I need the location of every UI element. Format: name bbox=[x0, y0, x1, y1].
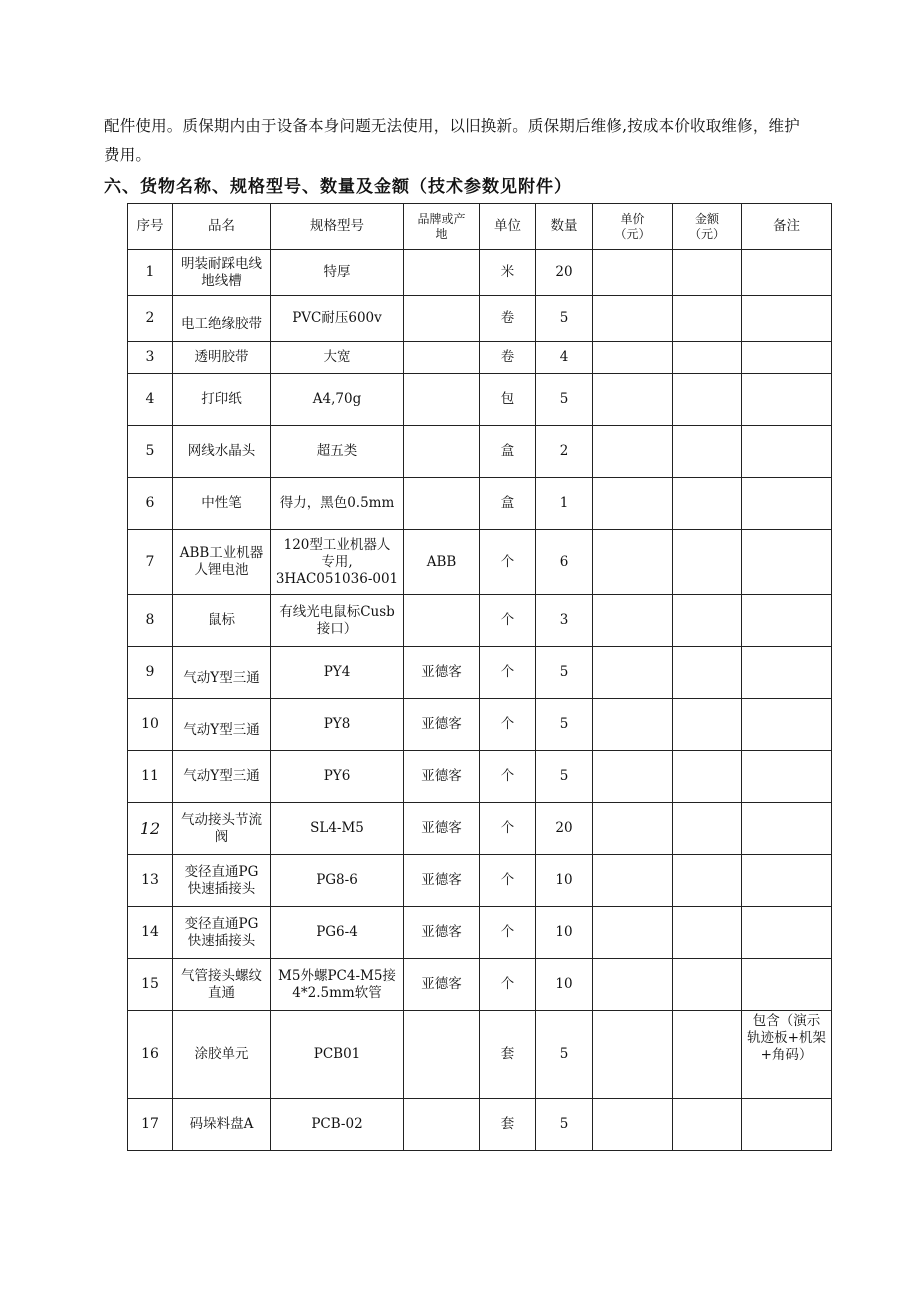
cell-qty: 5 bbox=[536, 699, 593, 751]
cell-name: 码垛料盘A bbox=[173, 1099, 271, 1151]
cell-price bbox=[593, 959, 673, 1011]
cell-brand: 亚德客 bbox=[404, 959, 480, 1011]
cell-note bbox=[742, 751, 832, 803]
cell-brand bbox=[404, 1011, 480, 1099]
cell-amount bbox=[673, 530, 742, 595]
cell-qty: 10 bbox=[536, 959, 593, 1011]
cell-unit: 个 bbox=[480, 595, 536, 647]
cell-note bbox=[742, 699, 832, 751]
header-spec: 规格型号 bbox=[271, 204, 404, 250]
cell-brand: 亚德客 bbox=[404, 699, 480, 751]
cell-note bbox=[742, 1099, 832, 1151]
header-note: 备注 bbox=[742, 204, 832, 250]
cell-amount bbox=[673, 751, 742, 803]
cell-amount bbox=[673, 374, 742, 426]
cell-spec: PG8-6 bbox=[271, 855, 404, 907]
cell-spec: 超五类 bbox=[271, 426, 404, 478]
cell-brand: 亚德客 bbox=[404, 907, 480, 959]
cell-price bbox=[593, 1011, 673, 1099]
cell-spec: M5外螺PC4-M5接 4*2.5mm软管 bbox=[271, 959, 404, 1011]
cell-price bbox=[593, 530, 673, 595]
cell-brand: 亚德客 bbox=[404, 647, 480, 699]
cell-spec: 有线光电鼠标Cusb 接口） bbox=[271, 595, 404, 647]
cell-seq: 1 bbox=[128, 250, 173, 296]
cell-price bbox=[593, 751, 673, 803]
cell-price bbox=[593, 374, 673, 426]
cell-amount bbox=[673, 296, 742, 342]
header-qty: 数量 bbox=[536, 204, 593, 250]
intro-paragraph bbox=[104, 112, 864, 170]
cell-spec: PG6-4 bbox=[271, 907, 404, 959]
cell-name: 变径直通PG 快速插接头 bbox=[173, 855, 271, 907]
cell-spec: A4,70g bbox=[271, 374, 404, 426]
cell-note bbox=[742, 803, 832, 855]
cell-spec: PY6 bbox=[271, 751, 404, 803]
table-row bbox=[128, 959, 832, 1011]
cell-qty: 5 bbox=[536, 1099, 593, 1151]
table-row bbox=[128, 296, 832, 342]
cell-price bbox=[593, 250, 673, 296]
cell-qty: 5 bbox=[536, 296, 593, 342]
cell-qty: 5 bbox=[536, 374, 593, 426]
header-unit: 单位 bbox=[480, 204, 536, 250]
cell-price bbox=[593, 855, 673, 907]
cell-name: 气动Y型三通 bbox=[173, 647, 271, 699]
table-row bbox=[128, 342, 832, 374]
cell-spec: PCB-02 bbox=[271, 1099, 404, 1151]
cell-name: 涂胶单元 bbox=[173, 1011, 271, 1099]
cell-unit: 套 bbox=[480, 1011, 536, 1099]
cell-spec: 120型工业机器人 专用, 3HAC051036-001 bbox=[271, 530, 404, 595]
cell-seq: 10 bbox=[128, 699, 173, 751]
cell-amount bbox=[673, 250, 742, 296]
cell-unit: 个 bbox=[480, 855, 536, 907]
cell-unit: 套 bbox=[480, 1099, 536, 1151]
cell-note bbox=[742, 296, 832, 342]
header-amount: 金额 （元） bbox=[673, 204, 742, 250]
cell-seq: 2 bbox=[128, 296, 173, 342]
cell-unit: 个 bbox=[480, 647, 536, 699]
cell-name: 网线水晶头 bbox=[173, 426, 271, 478]
cell-note: 包含（演示 轨迹板+机架 +角码） bbox=[742, 1011, 832, 1099]
cell-qty: 1 bbox=[536, 478, 593, 530]
table-row bbox=[128, 1099, 832, 1151]
cell-spec: PY4 bbox=[271, 647, 404, 699]
cell-note bbox=[742, 647, 832, 699]
table-row bbox=[128, 530, 832, 595]
cell-amount bbox=[673, 959, 742, 1011]
cell-unit: 个 bbox=[480, 751, 536, 803]
cell-price bbox=[593, 803, 673, 855]
cell-brand: 亚德客 bbox=[404, 855, 480, 907]
cell-unit: 卷 bbox=[480, 342, 536, 374]
table-row bbox=[128, 647, 832, 699]
cell-seq: 14 bbox=[128, 907, 173, 959]
table-row bbox=[128, 478, 832, 530]
cell-seq: 4 bbox=[128, 374, 173, 426]
cell-seq: 17 bbox=[128, 1099, 173, 1151]
cell-unit: 米 bbox=[480, 250, 536, 296]
cell-spec: 特厚 bbox=[271, 250, 404, 296]
table-row bbox=[128, 374, 832, 426]
cell-amount bbox=[673, 647, 742, 699]
cell-name: 气动Y型三通 bbox=[173, 751, 271, 803]
cell-brand bbox=[404, 595, 480, 647]
cell-seq: 9 bbox=[128, 647, 173, 699]
cell-qty: 10 bbox=[536, 855, 593, 907]
cell-brand: ABB bbox=[404, 530, 480, 595]
cell-unit: 个 bbox=[480, 530, 536, 595]
cell-note bbox=[742, 426, 832, 478]
header-name: 品名 bbox=[173, 204, 271, 250]
cell-name: 电工绝缘胶带 bbox=[173, 296, 271, 342]
cell-amount bbox=[673, 1011, 742, 1099]
cell-price bbox=[593, 647, 673, 699]
cell-price bbox=[593, 1099, 673, 1151]
cell-name: 变径直通PG 快速插接头 bbox=[173, 907, 271, 959]
section-heading: 六、货物名称、规格型号、数量及金额（技术参数见附件） bbox=[104, 177, 572, 197]
cell-unit: 个 bbox=[480, 907, 536, 959]
cell-name: 气管接头螺纹 直通 bbox=[173, 959, 271, 1011]
table-row bbox=[128, 595, 832, 647]
cell-seq: 3 bbox=[128, 342, 173, 374]
header-seq: 序号 bbox=[128, 204, 173, 250]
cell-note bbox=[742, 855, 832, 907]
cell-qty: 10 bbox=[536, 907, 593, 959]
cell-seq: 11 bbox=[128, 751, 173, 803]
cell-spec: SL4-M5 bbox=[271, 803, 404, 855]
cell-note bbox=[742, 595, 832, 647]
table-row bbox=[128, 907, 832, 959]
cell-brand bbox=[404, 374, 480, 426]
cell-name: 鼠标 bbox=[173, 595, 271, 647]
cell-seq: 7 bbox=[128, 530, 173, 595]
cell-unit: 盒 bbox=[480, 478, 536, 530]
cell-brand: 亚德客 bbox=[404, 803, 480, 855]
cell-price bbox=[593, 595, 673, 647]
cell-qty: 6 bbox=[536, 530, 593, 595]
table-row bbox=[128, 426, 832, 478]
cell-price bbox=[593, 296, 673, 342]
cell-spec: PCB01 bbox=[271, 1011, 404, 1099]
cell-seq: 5 bbox=[128, 426, 173, 478]
cell-price bbox=[593, 342, 673, 374]
table-row bbox=[128, 855, 832, 907]
cell-brand bbox=[404, 296, 480, 342]
header-price: 单价 （元） bbox=[593, 204, 673, 250]
cell-amount bbox=[673, 803, 742, 855]
cell-brand bbox=[404, 342, 480, 374]
cell-unit: 个 bbox=[480, 803, 536, 855]
cell-name: 气动接头节流 阀 bbox=[173, 803, 271, 855]
cell-amount bbox=[673, 1099, 742, 1151]
cell-seq: 13 bbox=[128, 855, 173, 907]
cell-name: 气动Y型三通 bbox=[173, 699, 271, 751]
cell-brand bbox=[404, 250, 480, 296]
cell-qty: 4 bbox=[536, 342, 593, 374]
cell-spec: 得力，黑色0.5mm bbox=[271, 478, 404, 530]
cell-note bbox=[742, 478, 832, 530]
cell-seq: 15 bbox=[128, 959, 173, 1011]
cell-qty: 3 bbox=[536, 595, 593, 647]
table-row bbox=[128, 803, 832, 855]
cell-price bbox=[593, 907, 673, 959]
cell-name: 打印纸 bbox=[173, 374, 271, 426]
cell-unit: 个 bbox=[480, 699, 536, 751]
cell-note bbox=[742, 374, 832, 426]
table-row bbox=[128, 699, 832, 751]
cell-unit: 盒 bbox=[480, 426, 536, 478]
cell-qty: 20 bbox=[536, 803, 593, 855]
cell-amount bbox=[673, 699, 742, 751]
cell-note bbox=[742, 907, 832, 959]
table-row bbox=[128, 751, 832, 803]
cell-seq: 16 bbox=[128, 1011, 173, 1099]
cell-note bbox=[742, 959, 832, 1011]
cell-name: ABB工业机器 人锂电池 bbox=[173, 530, 271, 595]
cell-amount bbox=[673, 855, 742, 907]
cell-name: 明装耐踩电线 地线槽 bbox=[173, 250, 271, 296]
intro-line-2: 费用。 bbox=[104, 146, 152, 164]
cell-qty: 5 bbox=[536, 751, 593, 803]
table-row bbox=[128, 250, 832, 296]
cell-name: 中性笔 bbox=[173, 478, 271, 530]
cell-price bbox=[593, 426, 673, 478]
cell-unit: 包 bbox=[480, 374, 536, 426]
cell-unit: 卷 bbox=[480, 296, 536, 342]
cell-seq: 12 bbox=[128, 803, 173, 855]
cell-name: 透明胶带 bbox=[173, 342, 271, 374]
header-brand: 品牌或产 地 bbox=[404, 204, 480, 250]
cell-unit: 个 bbox=[480, 959, 536, 1011]
cell-spec: PVC耐压600v bbox=[271, 296, 404, 342]
cell-qty: 2 bbox=[536, 426, 593, 478]
cell-price bbox=[593, 478, 673, 530]
cell-amount bbox=[673, 342, 742, 374]
cell-seq: 6 bbox=[128, 478, 173, 530]
cell-note bbox=[742, 530, 832, 595]
cell-brand bbox=[404, 1099, 480, 1151]
cell-spec: PY8 bbox=[271, 699, 404, 751]
cell-amount bbox=[673, 907, 742, 959]
goods-table bbox=[127, 203, 832, 1151]
intro-line-1: 配件使用。质保期内由于设备本身问题无法使用，以旧换新。质保期后维修,按成本价收取维修，维护 bbox=[104, 117, 800, 135]
cell-qty: 20 bbox=[536, 250, 593, 296]
cell-price bbox=[593, 699, 673, 751]
cell-qty: 5 bbox=[536, 1011, 593, 1099]
cell-amount bbox=[673, 478, 742, 530]
cell-spec: 大宽 bbox=[271, 342, 404, 374]
table-header-row bbox=[128, 204, 832, 250]
cell-amount bbox=[673, 595, 742, 647]
table-row bbox=[128, 1011, 832, 1099]
cell-seq: 8 bbox=[128, 595, 173, 647]
cell-brand: 亚德客 bbox=[404, 751, 480, 803]
cell-brand bbox=[404, 426, 480, 478]
cell-amount bbox=[673, 426, 742, 478]
cell-brand bbox=[404, 478, 480, 530]
cell-qty: 5 bbox=[536, 647, 593, 699]
cell-note bbox=[742, 342, 832, 374]
cell-note bbox=[742, 250, 832, 296]
